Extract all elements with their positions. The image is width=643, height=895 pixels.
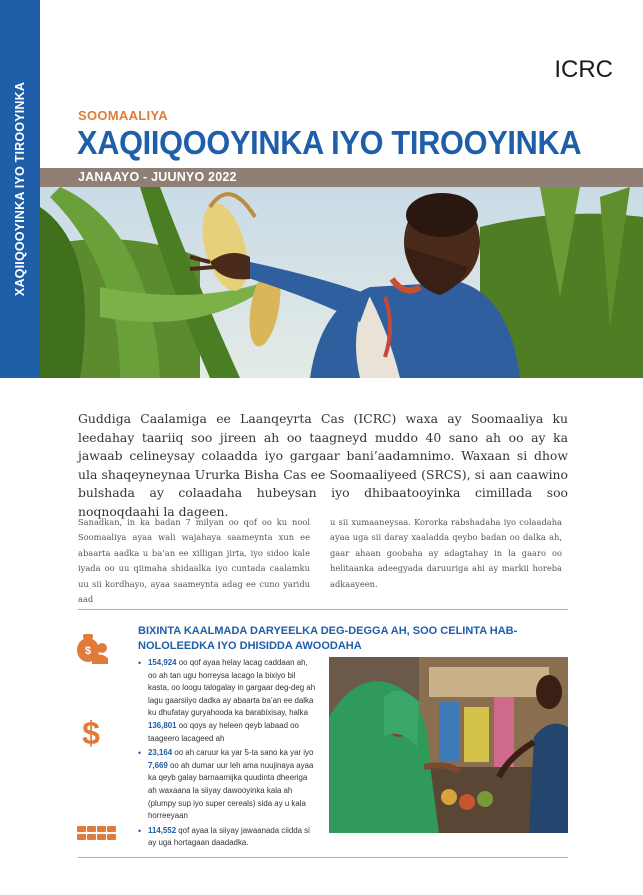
stat-number: 154,924 [148, 658, 177, 667]
stat-number: 114,552 [148, 825, 177, 835]
body-column-1: Sanadkan, in ka badan 7 milyan oo qof oo ku nool Soomaaliya ayaa wali wajahaya saameynta xun ee abaarta aadka u ba’an ee xilligan jirta, iyo sidoo kale iyada oo uu qiimaha shidaalka iyo cuntada caalamku uu sii kordhayo, ayaa saameynta adag ee cuno yaridu aad [78, 517, 310, 605]
stat-text: oo ah caruur ka yar 5-ta sano ka yar iyo [172, 748, 314, 758]
stat-text: oo qof ayaa helay lacag caddaan ah, oo ah tan ugu horreysa lacago la bixiyo bil kasta, oo loogu talogalay in gargaar deg-deg ah lagu gaarsiiyo dadka ay abaarta ba’an ee dalka ku dhufatay guryahooda ka barabixisay, halka [148, 658, 316, 718]
stat-number: 23,164 [148, 748, 173, 758]
section-divider-bottom [78, 857, 568, 858]
side-band [0, 0, 40, 378]
svg-text:$: $ [82, 716, 100, 750]
hero-photo-farmer [40, 187, 643, 378]
hero-photo-illustration [40, 187, 643, 378]
stats-list [138, 657, 318, 852]
country-label: SOOMAALIYA [78, 108, 168, 123]
stat-number: 136,801 [148, 720, 177, 730]
body-column-2: u sii xumaaneysaa. Kororka rabshadaha iyo colaadaha ayaa uga sii daray xaaladda qeybo badan oo dalka ah, gaar ahaan goobaha ay adagtahay in la gaaro oo helitaanka adeegyada daruuriga ahi ay markii horeba adkaayeen. [330, 517, 562, 589]
org-logo-text: ICRC [554, 56, 613, 83]
sandbag-icon [77, 826, 117, 847]
list-item [138, 825, 318, 850]
sidebar-label: XAQIIQOOYINKA IYO TIROOYINKA [13, 81, 27, 297]
stat-text: qof ayaa la siiyay jawaanada ciidda si ay uga hortagaan daadadka. [148, 825, 310, 848]
section-title: BIXINTA KAALMADA DARYEELKA DEG-DEGGA AH, SOO CELINTA HAB-NOLOLEEDKA IYO DHISIDDA AWOODAHA [138, 625, 518, 652]
stat-text: oo ah dumar uur leh ama nuujinaya ayaa ka qeyb galay barnaamijka quudinta dheeriga ah waxaana la siiyay dawooyinka kala ah (plumpy sup iyo super cereals) sida ay u kala horreeyaan [148, 760, 314, 821]
money-bag-icon [76, 626, 110, 669]
dollar-icon [80, 716, 102, 755]
market-photo-illustration [329, 657, 568, 833]
stat-text: oo qoys ay heleen qeyb labaad oo taageero lacageed ah [148, 720, 299, 743]
stat-number: 7,669 [148, 760, 168, 770]
list-item [138, 657, 318, 745]
date-range: JANAAYO - JUUNYO 2022 [78, 170, 237, 184]
page-title: XAQIIQOOYINKA IYO TIROOYINKA [77, 124, 582, 161]
market-photo [329, 657, 568, 833]
intro-paragraph: Guddiga Caalamiga ee Laanqeyrta Cas (ICRC) waxa ay Soomaaliya ku leedahay taariiq soo jireen ah oo taagneyd muddo 40 sano ah oo ay ka jawaab celineysay colaadda iyo gargaar bani’aadamnimo. Waxaan si dhow ula shaqeyneynaa Ururka Bisha Cas ee Soomaaliyeed (SRCS), si aan caawino bulshada ay colaadaha hubeysan iyo dhibaatooyinka cimillada soo noqnoqdaahi la dageen. [78, 411, 568, 519]
svg-text:$: $ [84, 645, 92, 657]
list-item [138, 747, 318, 823]
section-divider-top [78, 609, 568, 610]
